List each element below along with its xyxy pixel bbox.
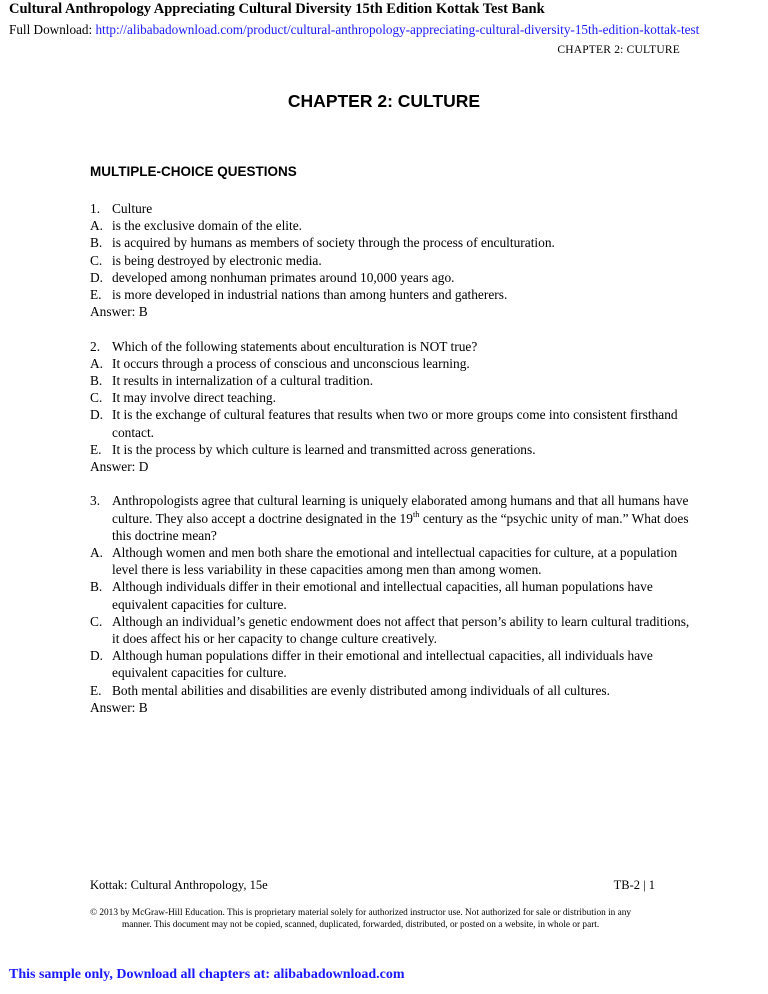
question-stem [112,492,690,544]
option-text: It is the exchange of cultural features that results when two or more groups come into consistent firsthand contact. [112,407,678,440]
option-letter: B. [90,373,103,389]
option-text: is being destroyed by electronic media. [112,252,322,268]
question-number: 2. [90,338,101,354]
option [90,389,690,406]
option [90,355,690,372]
option [90,544,690,578]
option-text: Although an individual’s genetic endowment does not affect that person’s ability to learn cultural traditions, it does affect his or her capacity to change culture creatively. [112,613,690,647]
footer-page-number: TB-2 | 1 [613,878,655,892]
download-line [9,22,699,38]
running-head: CHAPTER 2: CULTURE [557,44,680,56]
option-text: Both mental abilities and disabilities are evenly distributed among individuals of all cultures. [112,682,610,698]
option [90,372,690,389]
option-text: is acquired by humans as members of society through the process of enculturation. [112,235,555,251]
option-letter: E. [90,682,102,698]
option [90,613,690,647]
chapter-title: CHAPTER 2: CULTURE [287,91,481,111]
question-stem: Which of the following statements about enculturation is NOT true? [112,338,478,354]
option-letter: B. [90,579,103,595]
copyright-notice [90,907,690,931]
option [90,647,690,681]
answer: Answer: D [90,459,149,475]
answer: Answer: B [90,304,148,320]
answer: Answer: B [90,699,148,715]
option [90,234,690,251]
option [90,252,690,269]
option-letter: C. [90,613,103,629]
option-text: is more developed in industrial nations than among hunters and gatherers. [112,287,508,303]
question-3 [90,492,690,716]
option [90,578,690,612]
option-text: is the exclusive domain of the elite. [112,218,303,234]
section-heading: MULTIPLE-CHOICE QUESTIONS [90,164,297,179]
question-number: 3. [90,493,101,509]
option-letter: A. [90,545,104,561]
banner-title: Cultural Anthropology Appreciating Cultural Diversity 15th Edition Kottak Test Bank [9,1,545,17]
question-stem: Culture [112,201,153,216]
option-letter: C. [90,390,103,406]
option-letter: E. [90,287,102,303]
option-text: Although human populations differ in their emotional and intellectual capacities, all individuals have equivalent capacities for culture. [112,648,653,681]
question-list [90,200,690,733]
stem-superscript: th [412,508,420,519]
option-text: It results in internalization of a cultural tradition. [112,373,374,389]
option-letter: A. [90,218,104,234]
stem-before: Anthropologists agree that cultural learning is uniquely elaborated among humans and that all humans have culture. They also accept a doctrine designated in the 19 [112,493,689,526]
question-2 [90,338,690,476]
copyright-line-2: manner. This document may not be copied, scanned, duplicated, forwarded, distributed, or posted on a website, in whole or part. [122,920,600,930]
question-1 [90,200,690,320]
question-number: 1. [90,201,101,216]
option-text: It occurs through a process of conscious and unconscious learning. [112,355,470,371]
option-letter: A. [90,355,104,371]
option-letter: D. [90,407,104,423]
option-letter: D. [90,269,104,285]
footer-book-title: Kottak: Cultural Anthropology, 15e [90,878,268,892]
option [90,441,690,458]
stem-after: century as the “psychic unity of man.” What does this doctrine mean? [112,510,689,543]
option [90,286,690,303]
option-text: Although individuals differ in their emotional and intellectual capacities, all human populations have equivalent capacities for culture. [112,579,653,612]
option-letter: D. [90,648,104,664]
download-label: Full Download: [9,22,96,37]
option-letter: C. [90,252,103,268]
option-text: It is the process by which culture is learned and transmitted across generations. [112,441,536,457]
option-letter: E. [90,441,102,457]
option-text: developed among nonhuman primates around 10,000 years ago. [112,269,455,285]
option [90,682,690,699]
option [90,269,690,286]
option [90,406,690,440]
option-text: Although women and men both share the emotional and intellectual capacities for culture, at a population level there is less variability in these capacities among men than among women. [112,545,678,578]
option-letter: B. [90,235,103,251]
option [90,217,690,234]
copyright-line-1: © 2013 by McGraw-Hill Education. This is proprietary material solely for authorized instructor use. Not authorized for sale or distribution in any [90,908,632,918]
option-text: It may involve direct teaching. [112,390,276,406]
download-link[interactable]: http://alibabadownload.com/product/cultural-anthropology-appreciating-cultural-diversity-15th-edition-kottak-test [95,22,700,37]
bottom-download-banner[interactable]: This sample only, Download all chapters at: alibabadownload.com [9,967,405,982]
